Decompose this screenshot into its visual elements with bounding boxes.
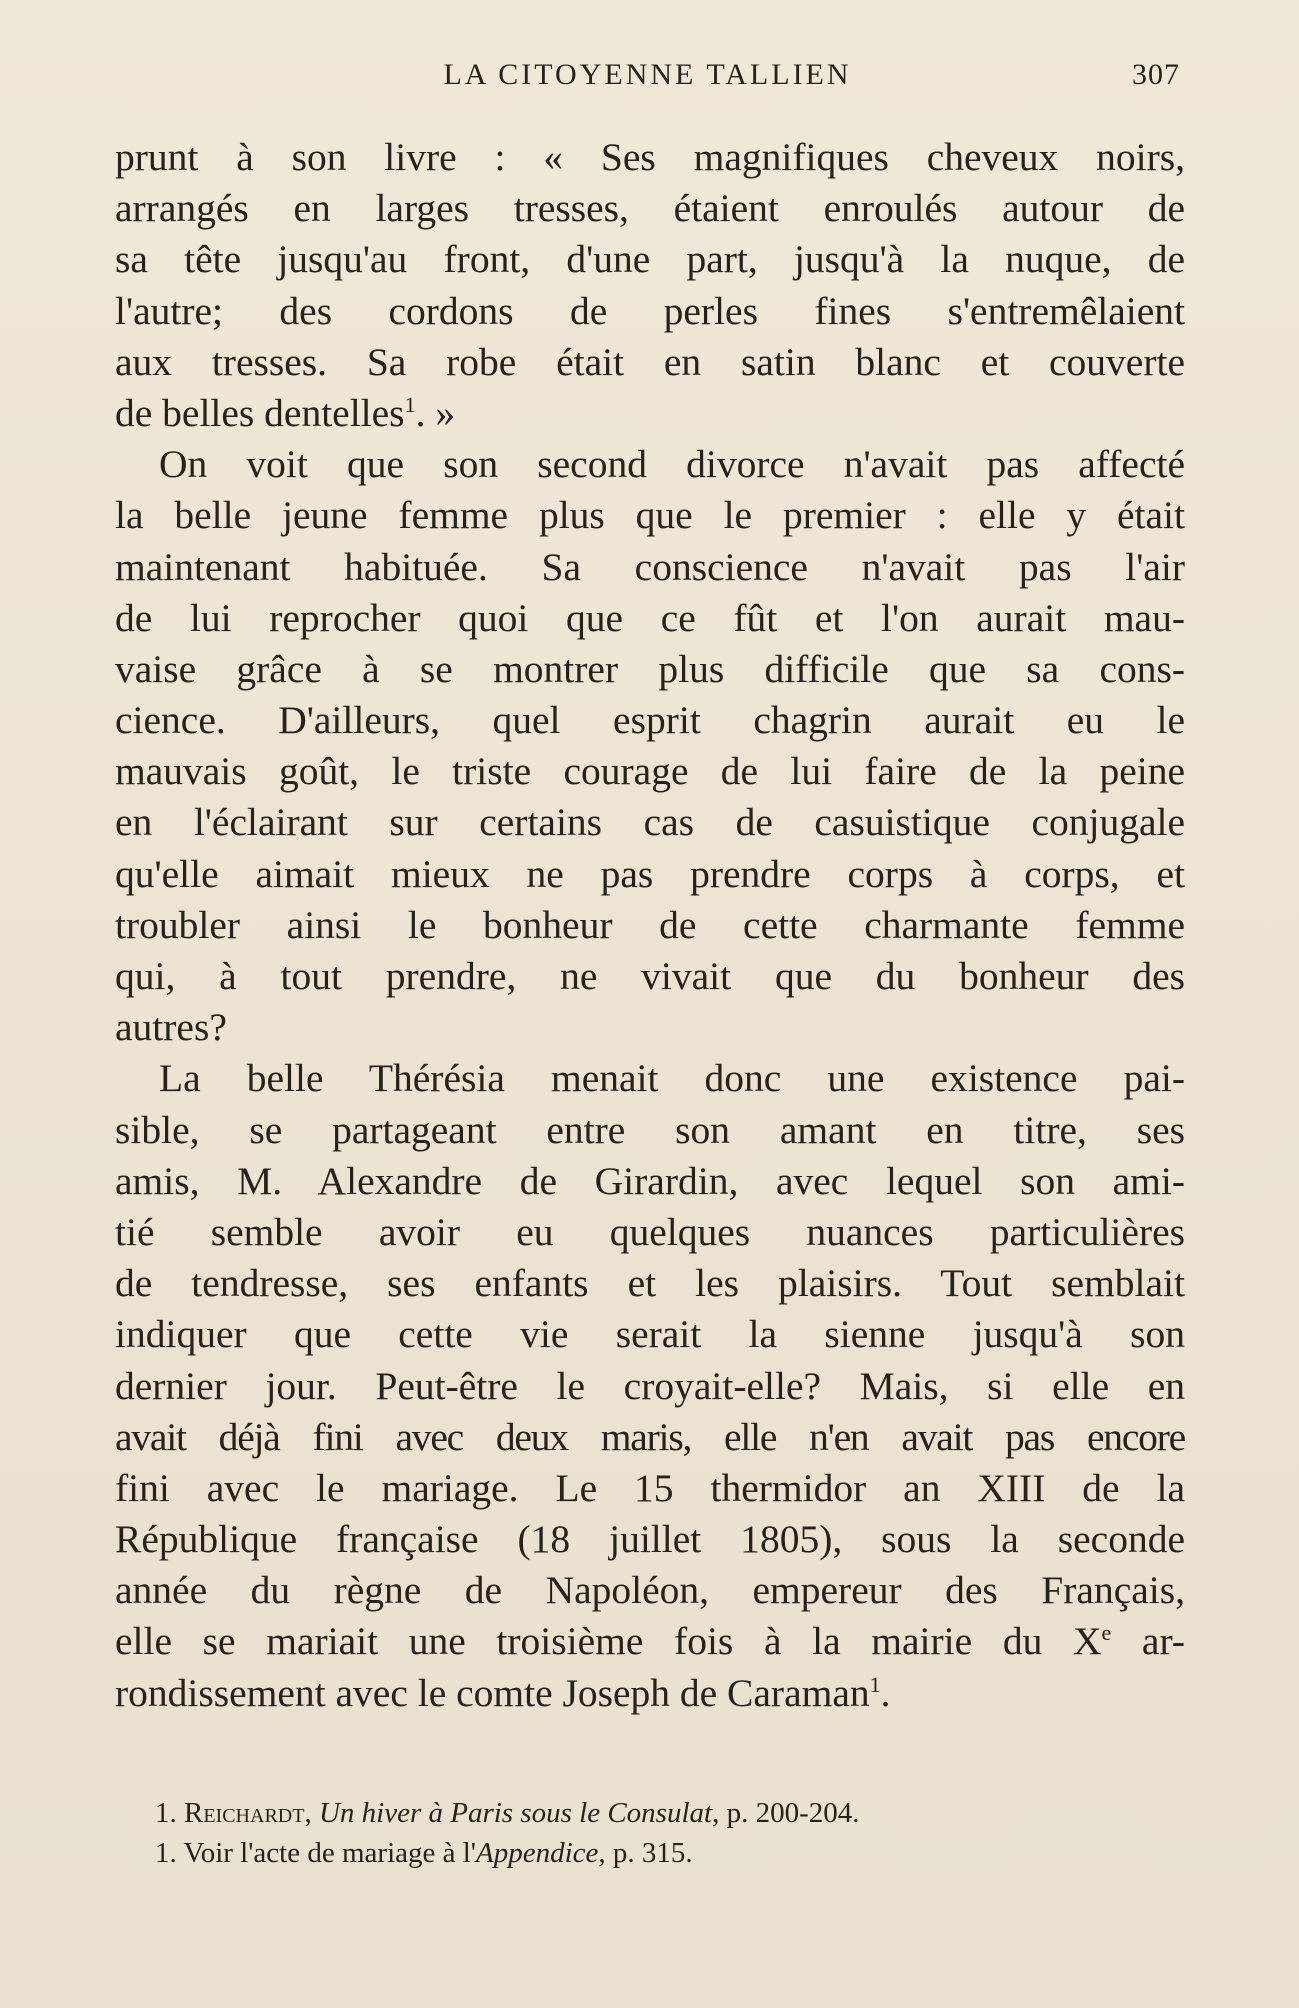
text-line: dernier jour. Peut-être le croyait-elle? Mais, si elle en — [115, 1363, 1185, 1408]
footnote-title: Un hiver à Paris sous le Consulat — [318, 1797, 713, 1829]
text-line: amis, M. Alexandre de Girardin, avec lequel son ami- — [115, 1158, 1185, 1203]
text-fragment: . » — [415, 390, 456, 435]
text-line: troubler ainsi le bonheur de cette charmante femme — [115, 902, 1185, 947]
footnote-ref: 1 — [404, 391, 416, 417]
text-line: mauvais goût, le triste courage de lui faire de la peine — [115, 749, 1185, 794]
text-line: en l'éclairant sur certains cas de casuistique conjugale — [115, 800, 1185, 845]
footnotes — [155, 1793, 1185, 1873]
text-line: aux tresses. Sa robe était en satin blanc et couverte — [115, 339, 1185, 384]
text-line: de lui reprocher quoi que ce fût et l'on aurait mau- — [115, 595, 1185, 640]
body-text — [115, 132, 1185, 1719]
footnote-text: , p. 200-204. — [712, 1797, 860, 1829]
text-line: indiquer que cette vie serait la sienne jusqu'à son — [115, 1312, 1185, 1357]
text-line: fini avec le mariage. Le 15 thermidor an XIII de la — [115, 1465, 1185, 1510]
text-fragment: de belles dentelles — [115, 390, 405, 435]
text-line: vaise grâce à se montrer plus difficile que sa cons- — [115, 646, 1185, 691]
text-line: On voit que son second divorce n'avait pas affecté — [159, 442, 1185, 487]
footnote — [155, 1793, 1185, 1833]
text-fragment: rondissement avec le comte Joseph de Caraman — [115, 1670, 870, 1715]
footnote-number: 1. — [155, 1837, 177, 1869]
text-fragment: ar- — [1111, 1619, 1185, 1664]
footnote-number: 1. — [155, 1797, 177, 1829]
text-fragment: elle se mariait une troisième fois à la mairie du X — [115, 1619, 1102, 1664]
text-line: autres? — [115, 1005, 227, 1050]
text-line — [115, 1616, 1185, 1667]
running-title: LA CITOYENNE TALLIEN — [443, 58, 852, 91]
text-line: prunt à son livre : « Ses magnifiques cheveux noirs, — [115, 135, 1185, 179]
text-line: qui, à tout prendre, ne vivait que du bonheur des — [115, 954, 1185, 998]
text-line: sa tête jusqu'au front, d'une part, jusqu'à la nuque, de — [115, 237, 1185, 282]
text-line — [115, 1668, 1185, 1719]
text-fragment: . — [880, 1670, 891, 1715]
text-line: année du règne de Napoléon, empereur des Français, — [115, 1568, 1185, 1613]
footnote-title: Appendice — [476, 1837, 599, 1869]
text-line: La belle Thérésia menait donc une existence pai- — [159, 1056, 1185, 1101]
footnote-text: , p. 315. — [598, 1837, 693, 1869]
footnote-ref: 1 — [869, 1671, 881, 1697]
text-line: sible, se partageant entre son amant en titre, ses — [115, 1107, 1185, 1152]
text-line: République française (18 juillet 1805), sous la seconde — [115, 1517, 1185, 1562]
page-number: 307 — [1132, 58, 1180, 91]
text-line: la belle jeune femme plus que le premier : elle y était — [115, 493, 1185, 538]
footnote-text: Voir l'acte de mariage à l' — [183, 1837, 477, 1869]
text-line: cience. D'ailleurs, quel esprit chagrin aurait eu le — [115, 698, 1185, 743]
text-line: maintenant habituée. Sa conscience n'avait pas l'air — [115, 544, 1185, 589]
footnote — [155, 1833, 1185, 1873]
text-line: qu'elle aimait mieux ne pas prendre corps à corps, et — [115, 851, 1185, 896]
footnote-text: , — [304, 1797, 319, 1829]
superscript: e — [1101, 1620, 1112, 1646]
footnote-author: Reichardt — [184, 1797, 305, 1829]
text-line — [115, 388, 1185, 439]
running-head — [115, 58, 1180, 102]
text-line: l'autre; des cordons de perles fines s'entremêlaient — [115, 288, 1185, 333]
text-line: avait déjà fini avec deux maris, elle n'en avait pas encore — [115, 1414, 1185, 1459]
text-line: arrangés en larges tresses, étaient enroulés autour de — [115, 186, 1185, 231]
text-line: tié semble avoir eu quelques nuances particulières — [115, 1209, 1185, 1254]
text-line: de tendresse, ses enfants et les plaisirs. Tout semblait — [115, 1261, 1185, 1306]
